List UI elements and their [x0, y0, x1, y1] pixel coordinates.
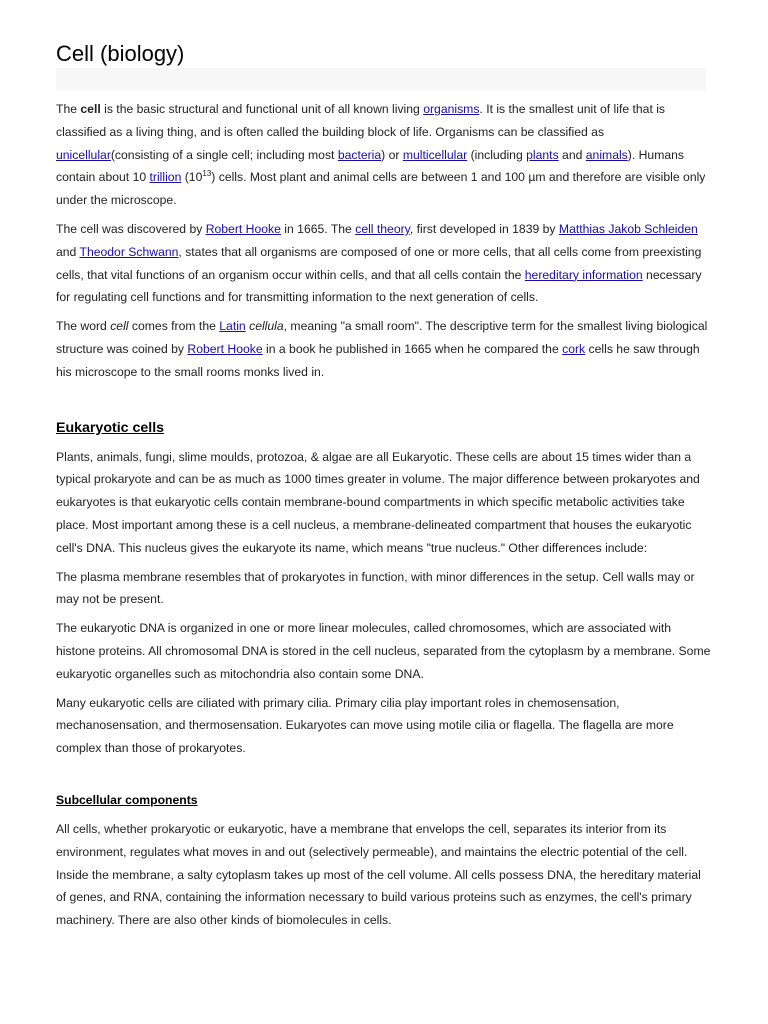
link-cork[interactable]: cork	[562, 341, 586, 356]
page-title: Cell (biology)	[56, 40, 706, 69]
link-schleiden[interactable]: Matthias Jakob Schleiden	[558, 221, 698, 236]
intro-paragraph: The cell is the basic structural and functional unit of all known living organisms. It is the smallest unit of life that is classified as a living thing, and is often called the building block of life. Organisms can be classified as unicellular(consisting of a single cell; including most bacteria) or multicellular (including plants and animals). Humans contain about 10 trillion $(10^{13})$ cells. Most plant and animal cells are between 1 and 100 µm and therefore are visible only under the microscope.	[56, 102, 706, 208]
term-cell: cell	[80, 102, 101, 116]
link-hereditary-information[interactable]: hereditary information	[524, 267, 643, 282]
subcellular-paragraph: All cells, whether prokaryotic or eukaryotic, have a membrane that envelops the cell, separates its interior from its environment, regulates what moves in and out (selectively permeable), and maintains the electric potential of the cell. Inside the membrane, a salty cytoplasm takes up most of the cell volume. All cells possess DNA, the hereditary material of genes, and RNA, containing the information necessary to build various proteins such as enzymes, the cell's primary machinery. There are also other kinds of biomolecules in cells.	[56, 821, 701, 928]
link-trillion[interactable]: trillion	[149, 170, 182, 185]
etymology-paragraph: The word cell comes from the Latin cellula, meaning "a small room". The descriptive term for the smallest living biological structure was coined by Robert Hooke in a book he published in 1665 when he compared the cork cells he saw through his microscope to the small rooms monks lived in.	[56, 319, 708, 379]
link-robert-hooke-2[interactable]: Robert Hooke	[187, 341, 263, 356]
term-cell-italic: cell	[110, 319, 129, 334]
link-latin[interactable]: Latin	[219, 319, 246, 334]
link-unicellular[interactable]: unicellular	[56, 147, 111, 162]
eukaryotic-paragraph-1: Plants, animals, fungi, slime moulds, protozoa, & algae are all Eukaryotic. These cells are about 15 times wider than a typical prokaryote and can be as much as 1000 times greater in volume. The major difference between prokaryotes and eukaryotes is that eukaryotic cells contain membrane-bound compartments in which specific metabolic activities take place. Most important among these is a cell nucleus, a membrane-delineated compartment that houses the eukaryotic cell's DNA. This nucleus gives the eukaryote its name, which means "true nucleus." Other differences include:	[56, 449, 700, 555]
heading-eukaryotic-cells: Eukaryotic cells	[56, 419, 165, 436]
link-schwann[interactable]: Theodor Schwann	[79, 244, 179, 259]
heading-subcellular-components: Subcellular components	[56, 792, 198, 807]
link-plants[interactable]: plants	[526, 147, 559, 162]
link-organisms[interactable]: organisms	[423, 102, 480, 116]
eukaryotic-paragraph-4: Many eukaryotic cells are ciliated with primary cilia. Primary cilia play important roles in chemosensation, mechanosensation, and thermosensation. Eukaryotes can move using motile cilia or flagella. The flagella are more complex than those of prokaryotes.	[56, 695, 674, 756]
article-body	[56, 98, 712, 938]
link-bacteria[interactable]: bacteria	[337, 147, 382, 162]
eukaryotic-paragraph-2: The plasma membrane resembles that of prokaryotes in function, with minor differences in the setup. Cell walls may or may not be present.	[56, 569, 695, 607]
term-cellula: cellula	[249, 319, 284, 334]
link-cell-theory[interactable]: cell theory	[355, 221, 410, 236]
discovery-paragraph: The cell was discovered by Robert Hooke in 1665. The cell theory, first developed in 1839 by Matthias Jakob Schleiden and Theodor Schwann, states that all organisms are composed of one or more cells, that all cells come from preexisting cells, that vital functions of an organism occur within cells, and that all cells contain the hereditary information necessary for regulating cell functions and for transmitting information to the next generation of cells.	[56, 221, 702, 305]
link-robert-hooke[interactable]: Robert Hooke	[205, 221, 281, 236]
eukaryotic-paragraph-3: The eukaryotic DNA is organized in one or more linear molecules, called chromosomes, which are associated with histone proteins. All chromosomal DNA is stored in the cell nucleus, separated from the cytoplasm by a membrane. Some eukaryotic organelles such as mitochondria also contain some DNA.	[56, 621, 711, 681]
link-multicellular[interactable]: multicellular	[402, 147, 468, 162]
superscript-exponent: 13	[202, 169, 212, 179]
link-animals[interactable]: animals	[585, 147, 628, 162]
title-bar	[56, 68, 706, 90]
